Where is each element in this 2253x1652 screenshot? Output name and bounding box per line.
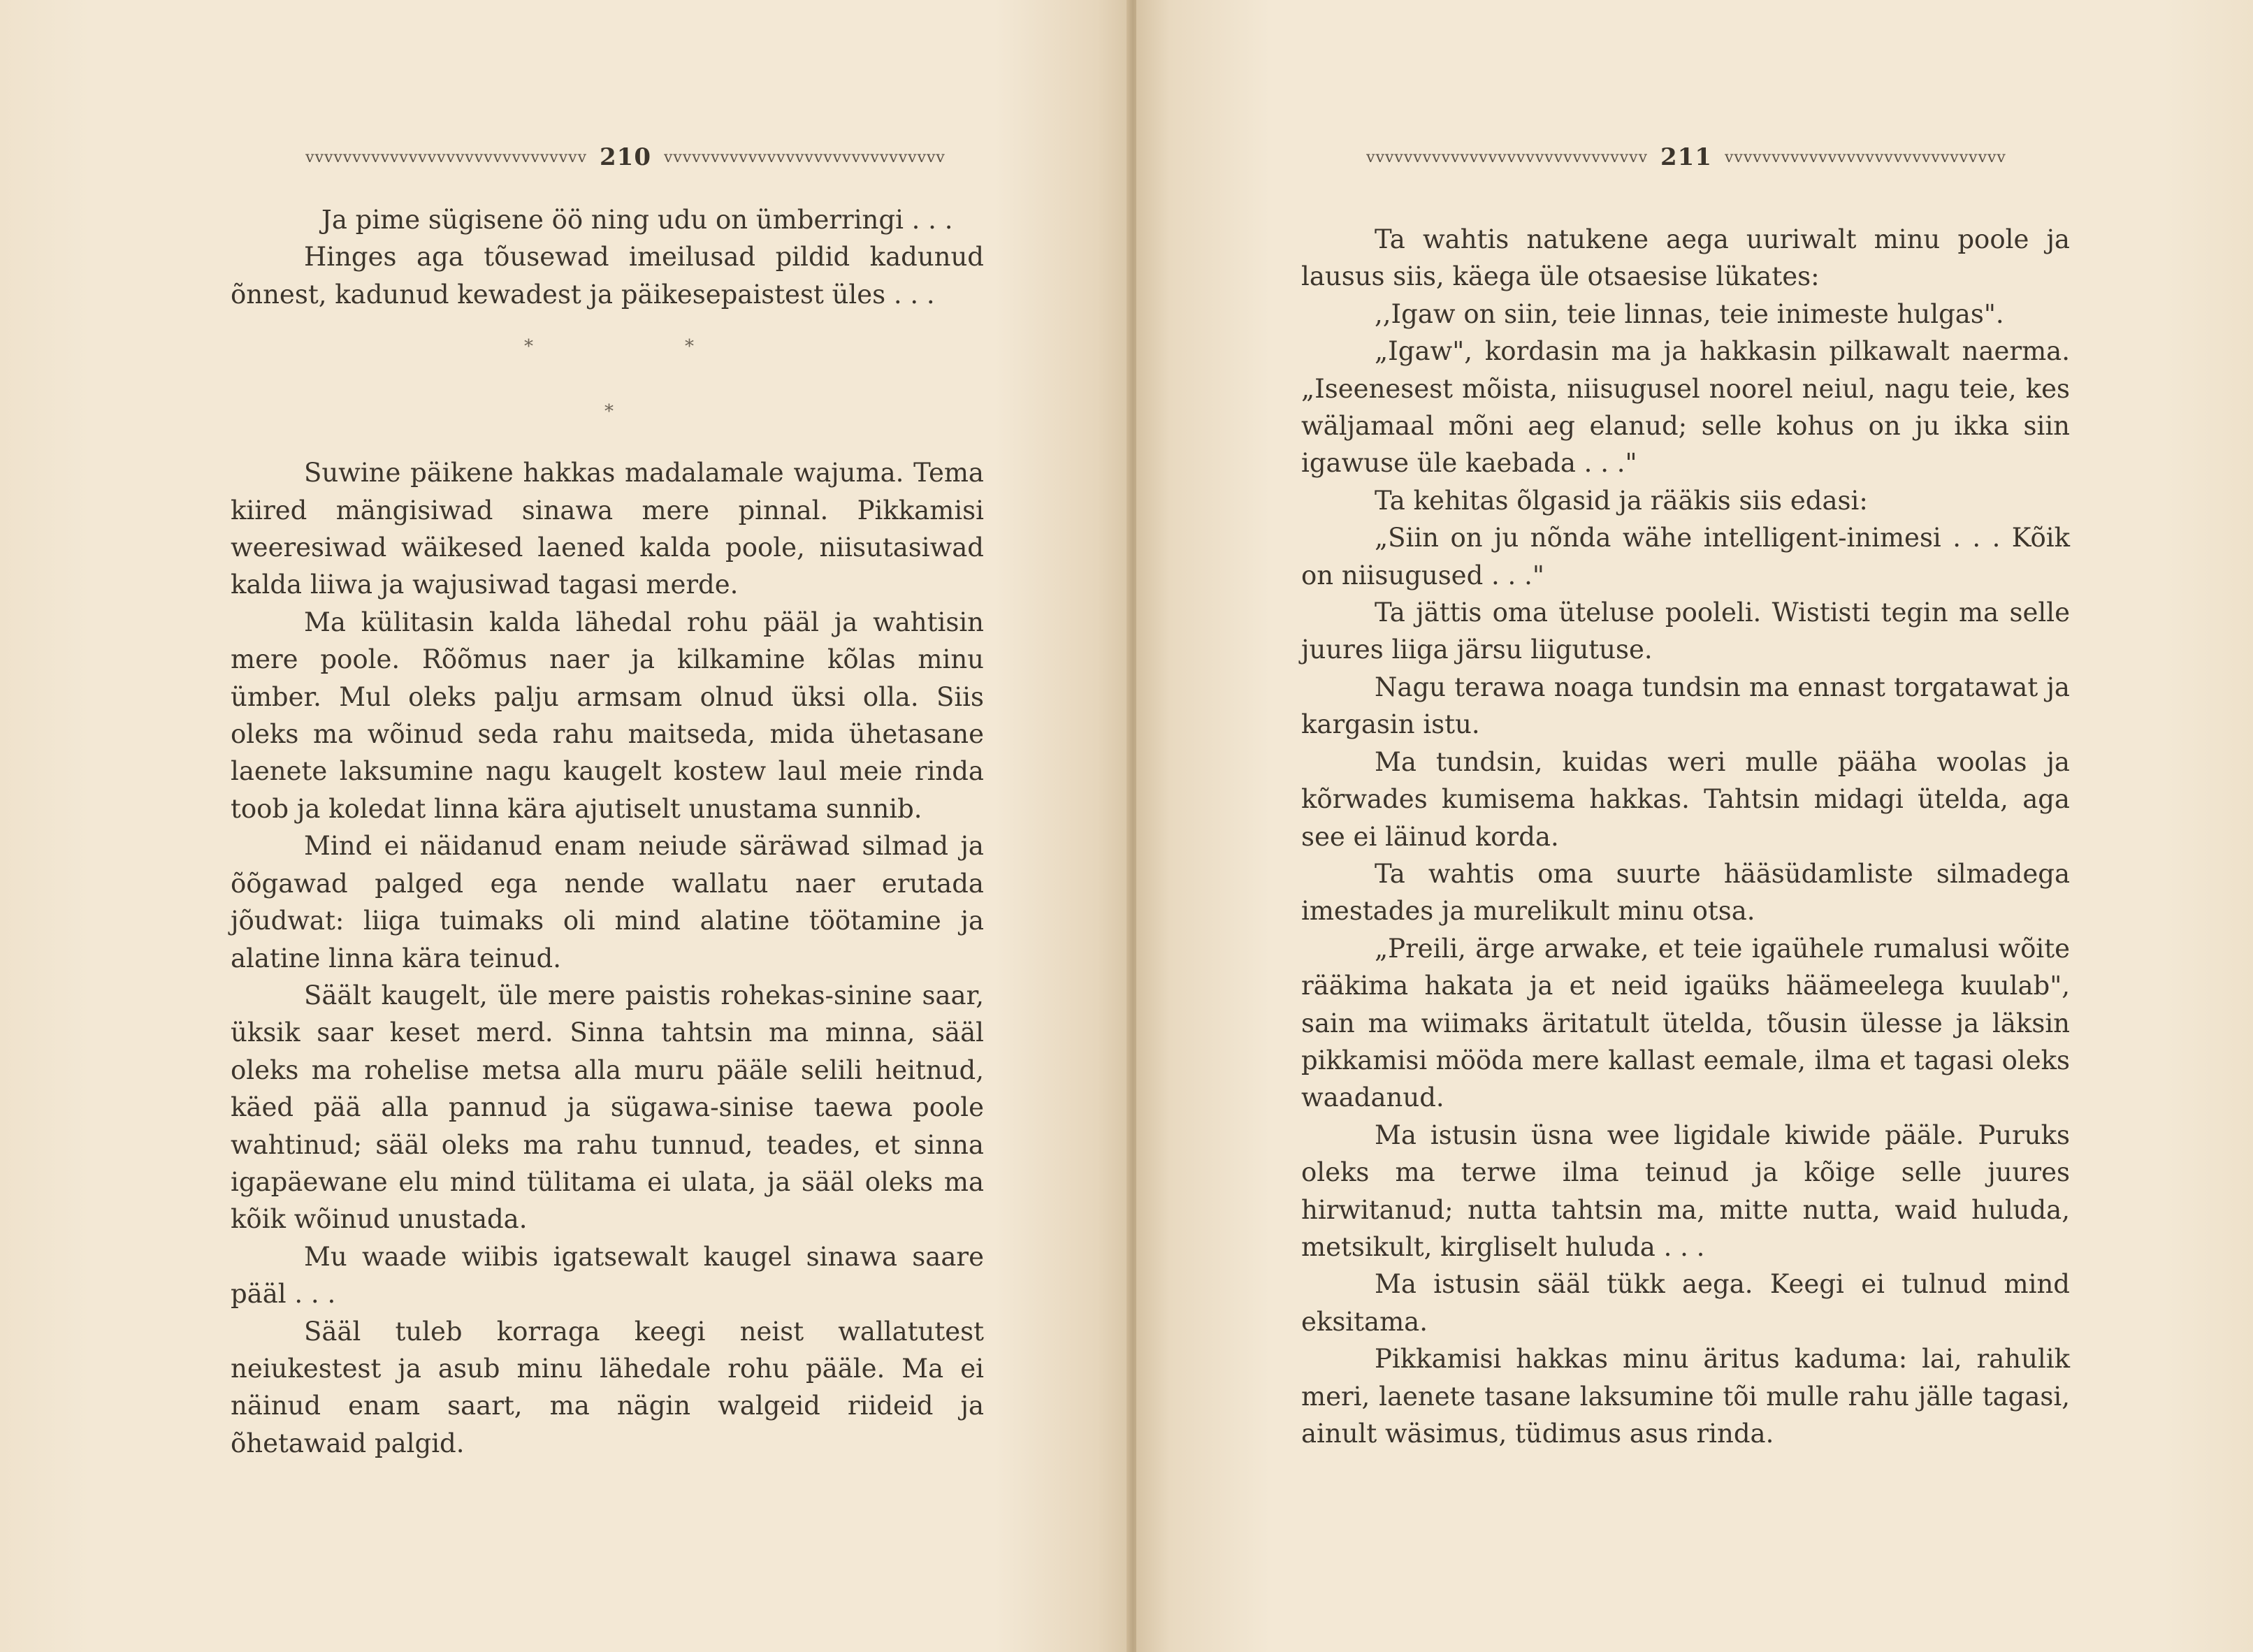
paragraph: Ja pime sügisene öö ning udu on ümberringi . . . — [321, 205, 953, 235]
paragraph: Mind ei näidanud enam neiude säräwad silmad ja õõgawad palged ega nende wallatu naer erutada jõudwat: liiga tuimaks oli mind alatine töötamine ja alatine linna kära teinud. — [231, 831, 984, 973]
header-ornament-left: vvvvvvvvvvvvvvvvvvvvvvvvvvvvvv — [1366, 148, 1649, 166]
page-number: 210 — [600, 143, 651, 171]
right-page — [1136, 0, 2253, 1652]
right-page-text — [1301, 221, 2070, 1452]
paragraph: Ma külitasin kalda lähedal rohu pääl ja wahtisin mere poole. Rõõmus naer ja kilkamine kõlas minu ümber. Mul oleks palju armsam olnud üksi olla. Siis oleks ma wõinud seda rahu maitseda, mida ühetasane laenete laksumine nagu kaugelt kostew laul meie rinda toob ja koledat linna kära ajutiselt unustama sunnib. — [231, 607, 984, 824]
paragraph: Ta wahtis natukene aega uuriwalt minu poole ja lausus siis, käega üle otsaesise lükates: — [1301, 224, 2070, 292]
star-glyph: * — [604, 401, 614, 423]
paragraph: ,,Igaw on siin, teie linnas, teie inimeste hulgas". — [1375, 298, 2004, 329]
paragraph: Mu waade wiibis igatsewalt kaugel sinawa saare pääl . . . — [231, 1241, 984, 1310]
paragraph: Sääl tuleb korraga keegi neist wallatutest neiukestest ja asub minu lähedale rohu pääle. Ma ei näinud enam saart, ma nägin walgeid riideid ja õhetawaid palgid. — [231, 1316, 984, 1458]
paragraph: „Siin on ju nõnda wähe intelligent-inimesi . . . Kõik on niisugused . . ." — [1301, 523, 2070, 590]
left-page-header — [248, 140, 1003, 175]
star-glyph: * — [685, 336, 694, 358]
paragraph: Ma istusin üsna wee ligidale kiwide pääle. Puruks oleks ma terwe ilma teinud ja kõige selle juures hirwitanud; nutta tahtsin ma, mitte nutta, waid huluda, metsikult, kirgliselt huluda . . . — [1301, 1120, 2070, 1262]
paragraph: Ma tundsin, kuidas weri mulle pääha woolas ja kõrwades kumisema hakkas. Tahtsin midagi ütelda, aga see ei läinud korda. — [1301, 746, 2070, 852]
header-ornament-left: vvvvvvvvvvvvvvvvvvvvvvvvvvvvvv — [305, 148, 588, 166]
header-ornament-right: vvvvvvvvvvvvvvvvvvvvvvvvvvvvvv — [664, 148, 946, 166]
paragraph: „Preili, ärge arwake, et teie igaühele rumalusi wõite rääkima hakata ja et neid igaüks häämeelega kuulab", sain ma wiimaks äritatult ütelda, tõusin ülesse ja läksin pikkamisi mööda mere kallast eemale, ilma et tagasi oleks waadanud. — [1301, 933, 2070, 1113]
header-ornament-right: vvvvvvvvvvvvvvvvvvvvvvvvvvvvvv — [1725, 148, 2006, 166]
paragraph: Nagu terawa noaga tundsin ma ennast torgatawat ja kargasin istu. — [1301, 672, 2070, 740]
paragraph: Ma istusin sääl tükk aega. Keegi ei tulnud mind eksitama. — [1301, 1269, 2070, 1337]
paragraph: Ta kehitas õlgasid ja rääkis siis edasi: — [1375, 485, 1868, 516]
paragraph: Ta wahtis oma suurte hääsüdamliste silmadega imestades ja murelikult minu otsa. — [1301, 858, 2070, 927]
paragraph: Säält kaugelt, üle mere paistis rohekas-sinine saar, üksik saar keset merd. Sinna tahtsin ma minna, sääl oleks ma rohelise metsa alla muru pääle selili heitnud, käed pää alla pannud ja sügawa-sinise taewa poole wahtinud; sääl oleks ma rahu tunnud, teades, et sinna igapäewane elu mind tülitama ei ulata, ja sääl oleks ma kõik wõinud unustada. — [231, 980, 984, 1235]
left-page-text — [231, 201, 984, 1462]
paragraph: Pikkamisi hakkas minu äritus kaduma: lai, rahulik meri, laenete tasane laksumine tõi mulle rahu jälle tagasi, ainult wäsimus, tüdimus asus rinda. — [1301, 1344, 2070, 1449]
paragraph: Ta jättis oma üteluse pooleli. Wististi tegin ma selle juures liiga järsu liigutuse. — [1301, 597, 2070, 665]
page-number: 211 — [1660, 143, 1712, 171]
right-page-header — [1301, 140, 2071, 175]
paragraph: „Igaw", kordasin ma ja hakkasin pilkawalt naerma. „Iseenesest mõista, niisugusel noorel neiul, nagu teie, kes wäljamaal mõni aeg elanud; selle kohus on ju ikka siin igawuse üle kaebada . . ." — [1301, 336, 2070, 479]
section-break — [231, 313, 984, 446]
paragraph: Suwine päikene hakkas madalamale wajuma. Tema kiired mängisiwad sinawa mere pinnal. Pikkamisi weeresiwad wäikesed laened kalda poole, niisutasiwad kalda liiwa ja wajusiwad tagasi merde. — [231, 458, 984, 600]
star-glyph: * — [524, 336, 533, 358]
paragraph: Hinges aga tõusewad imeilusad pildid kadunud õnnest, kadunud kewadest ja päikesepaistest üles . . . — [231, 242, 984, 310]
